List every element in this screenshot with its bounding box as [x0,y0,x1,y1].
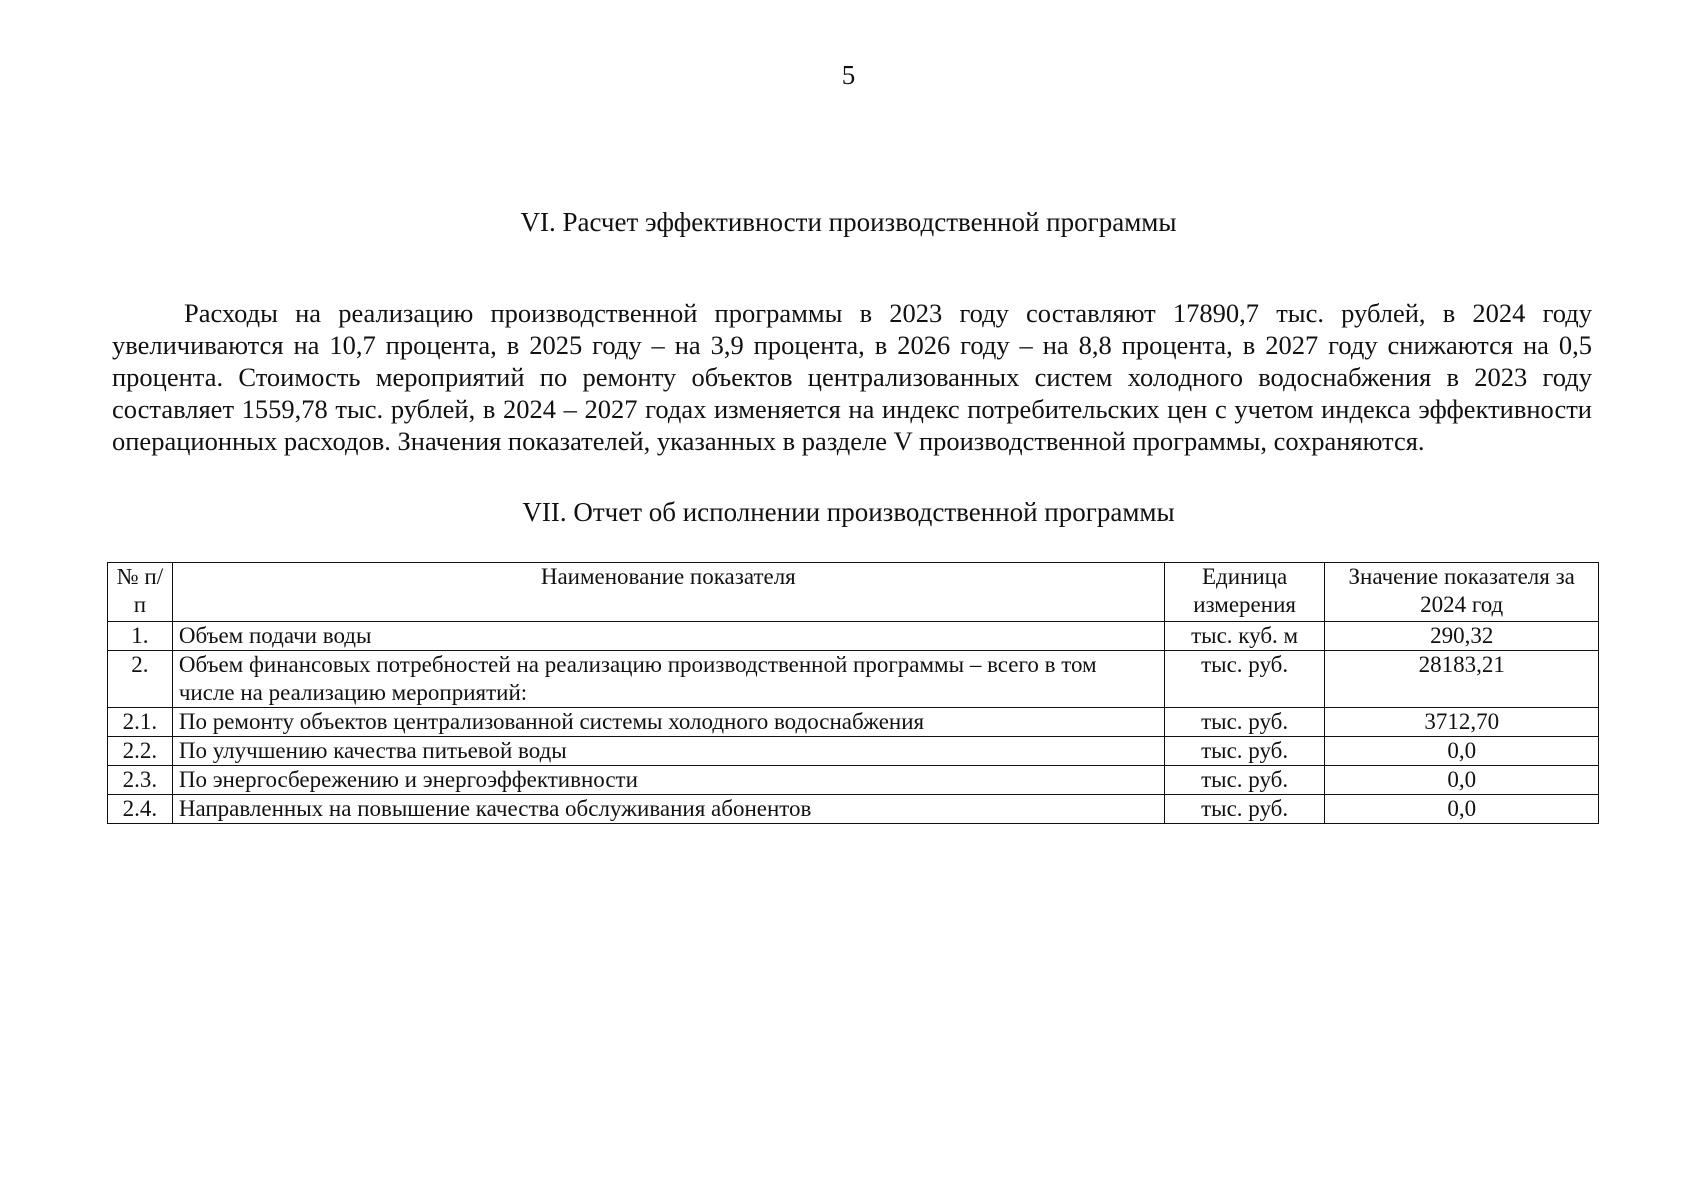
table-row [108,795,1599,824]
row-name: По ремонту объектов централизованной системы холодного водоснабжения [172,708,1164,737]
table-header-row [108,563,1599,622]
section-7-title: VII. Отчет об исполнении производственной программы [522,497,1175,527]
row-num: 2.1. [108,708,173,737]
row-unit: тыс. руб. [1164,708,1325,737]
row-value: 3712,70 [1325,708,1599,737]
row-unit: тыс. руб. [1164,651,1325,708]
row-unit: тыс. руб. [1164,766,1325,795]
row-value: 28183,21 [1325,651,1599,708]
row-num: 2.3. [108,766,173,795]
table-row [108,622,1599,651]
row-name: Объем финансовых потребностей на реализацию производственной программы – всего в том числе на реализацию мероприятий: [172,651,1164,708]
table-row [108,651,1599,708]
row-value: 0,0 [1325,795,1599,824]
row-name: По улучшению качества питьевой воды [172,737,1164,766]
row-unit: тыс. руб. [1164,737,1325,766]
row-unit: тыс. руб. [1164,795,1325,824]
table-row [108,737,1599,766]
row-name: По энергосбережению и энергоэффективности [172,766,1164,795]
row-name: Объем подачи воды [172,622,1164,651]
row-name: Направленных на повышение качества обслуживания абонентов [172,795,1164,824]
row-value: 0,0 [1325,737,1599,766]
header-num: № п/п [108,563,173,622]
table-row [108,708,1599,737]
table-row [108,766,1599,795]
row-value: 290,32 [1325,622,1599,651]
header-value: Значение показателя за 2024 год [1325,563,1599,622]
section-6-paragraph: Расходы на реализацию производственной программы в 2023 году составляют 17890,7 тыс. рублей, в 2024 году увеличиваются на 10,7 процента, в 2025 году – на 3,9 процента, в 2026 году – на 8,8 процента, в 2027 году снижаются на 0,5 процента. Стоимость мероприятий по ремонту объектов централизованных систем холодного водоснабжения в 2023 году составляет 1559,78 тыс. рублей, в 2024 – 2027 годах изменяется на индекс потребительских цен с учетом индекса эффективности операционных расходов. Значения показателей, указанных в разделе V производственной программы, сохраняются. [112,297,1592,456]
page-number: 5 [841,60,856,90]
header-unit: Единица измерения [1164,563,1325,622]
header-name: Наименование показателя [172,563,1164,622]
row-value: 0,0 [1325,766,1599,795]
row-unit: тыс. куб. м [1164,622,1325,651]
report-table [107,562,1599,824]
section-6-title: VI. Расчет эффективности производственной программы [520,207,1177,237]
row-num: 2. [108,651,173,708]
row-num: 2.2. [108,737,173,766]
row-num: 1. [108,622,173,651]
row-num: 2.4. [108,795,173,824]
